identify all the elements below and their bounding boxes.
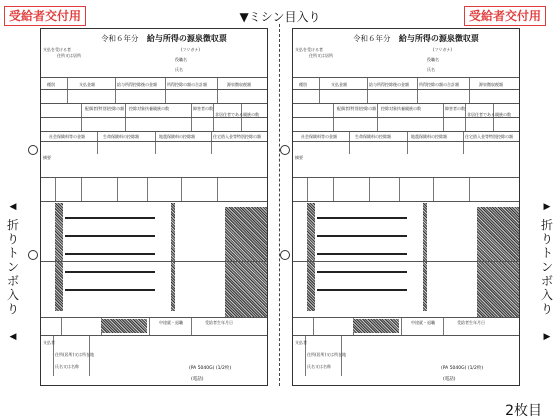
recipient-copy-badge-right: 受給者交付用 [464,6,546,26]
type-label: 種別 [299,82,307,87]
deduction-total-label: 所得控除の額の合計額 [419,82,459,87]
summary-label: 摘要 [43,155,51,160]
amount-label: 支払金額 [79,82,95,87]
payee-label: 支払を受ける者 [295,47,323,52]
shaded-area [101,319,147,333]
name-label: 氏名 [175,67,183,72]
birth-label: 受給者生年月日 [205,320,233,325]
payer-name-label: 氏名又は名称 [55,364,79,369]
punch-hole [280,250,290,260]
spouse-dependents-row [293,103,519,118]
address-label: 住所又は居所 [309,53,333,58]
type-label: 種別 [47,82,55,87]
life-ins-label: 生命保険料の控除額 [355,134,391,139]
payer-label: 支払者 [43,340,55,345]
summary-label: 摘要 [295,155,303,160]
withholding-label: 源泉徴収税額 [479,82,503,87]
form-era: 令和６年分 [353,34,391,43]
middle-label: 中途就・退職 [159,320,183,325]
fold-mark-text-right: 折りトンボ入り [540,218,553,316]
phone-label: (電話) [191,377,204,382]
fold-arrow-left-top: ◀ [9,202,17,212]
spouse-label: 配偶者(特別)控除の額 [85,106,125,111]
punch-hole [28,250,38,260]
payer-row [293,335,519,376]
birth-row [41,317,267,336]
address-label: 住所又は居所 [57,53,81,58]
spouse-dependents-row [41,103,267,118]
footer-code: (PA 5040G) (1/2枚) [441,366,484,371]
withholding-slip-left [40,28,268,386]
birth-row [293,317,519,336]
payer-label: 支払者 [295,340,307,345]
amount-label: 支払金額 [331,82,347,87]
form-title [101,33,227,44]
punch-hole [280,145,290,155]
phone-label: (電話) [443,377,456,382]
social-ins-label: 社会保険料等の金額 [301,134,337,139]
form-era: 令和６年分 [101,34,139,43]
nonresident-label: 非居住者である親族の数 [467,112,511,117]
fold-arrow-right-bottom: ▶ [543,332,551,342]
after-deduction-label: 給与所得控除後の金額 [369,82,409,87]
earthquake-label: 地震保険料の控除額 [159,134,195,139]
recipient-copy-badge-left: 受給者交付用 [4,6,86,26]
fold-arrow-right-top: ▶ [543,202,551,212]
after-deduction-label: 給与所得控除後の金額 [117,82,157,87]
birth-label: 受給者生年月日 [457,320,485,325]
perforation-label: ▼ミシン目入り [239,10,321,24]
spouse-label: 配偶者(特別)控除の額 [337,106,377,111]
form-title [353,33,479,44]
shaded-area [353,319,399,333]
payer-addr-label: 住所(居所)又は所在地 [55,352,95,357]
name-kana-label: (フリガナ) [181,47,200,52]
housing-label: 住宅借入金等特別控除の額 [465,134,513,139]
form-main-title: 給与所得の源泉徴収票 [398,34,479,43]
disabled-label: 障害者の数 [193,106,213,111]
life-ins-label: 生命保険料の控除額 [103,134,139,139]
role-label: 役職名 [427,57,439,62]
middle-label: 中途就・退職 [411,320,435,325]
housing-label: 住宅借入金等特別控除の額 [213,134,261,139]
withholding-label: 源泉徴収税額 [227,82,251,87]
payer-addr-label: 住所(居所)又は所在地 [307,352,347,357]
fold-mark-label-left [6,200,20,344]
form-main-title: 給与所得の源泉徴収票 [146,34,227,43]
punch-hole [28,145,38,155]
dependents-label: 控除対象扶養親族の数 [129,106,169,111]
disabled-label: 障害者の数 [445,106,465,111]
earthquake-label: 地震保険料の控除額 [411,134,447,139]
name-kana-label: (フリガナ) [433,47,452,52]
withholding-slip-right [292,28,520,386]
perforation-line [279,24,280,386]
fold-mark-text-left: 折りトンボ入り [6,218,19,316]
role-label: 役職名 [175,57,187,62]
payee-label: 支払を受ける者 [43,47,71,52]
fold-arrow-left-bottom: ◀ [9,332,17,342]
fold-mark-label-right [540,200,554,344]
nonresident-label: 非居住者である親族の数 [215,112,259,117]
social-ins-label: 社会保険料等の金額 [49,134,85,139]
dependents-label: 控除対象扶養親族の数 [381,106,421,111]
payer-row [41,335,267,376]
deduction-total-label: 所得控除の額の合計額 [167,82,207,87]
name-label: 氏名 [427,67,435,72]
footer-code: (PA 5040G) (1/2枚) [189,366,232,371]
payer-name-label: 氏名又は名称 [307,364,331,369]
page-count: 2枚目 [505,403,542,419]
